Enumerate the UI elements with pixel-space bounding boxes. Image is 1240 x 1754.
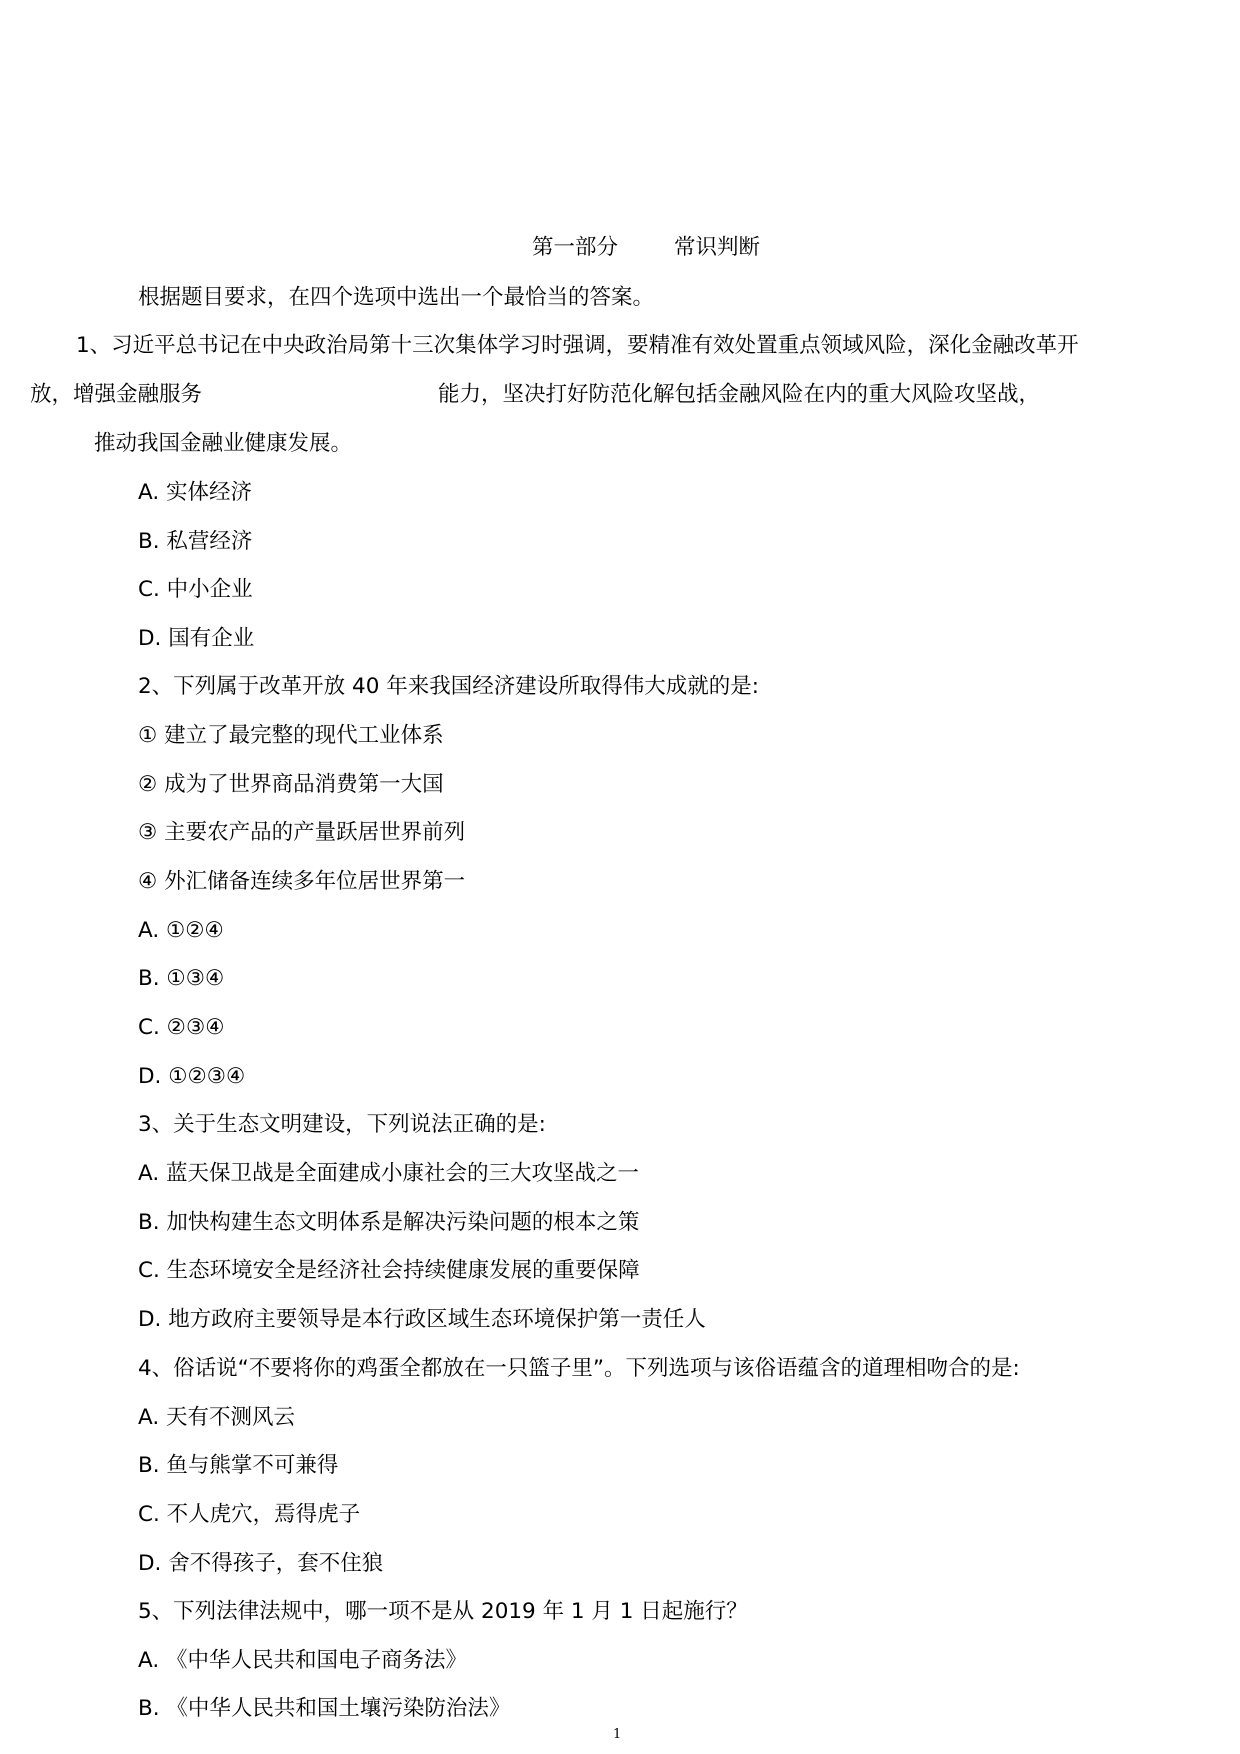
question-1-option-d: D. 国有企业 — [138, 626, 255, 651]
question-3-option-b: B. 加快构建生态文明体系是解决污染问题的根本之策 — [138, 1210, 640, 1235]
question-3-stem: 3、关于生态文明建设，下列说法正确的是: — [138, 1112, 546, 1137]
question-1-option-c: C. 中小企业 — [138, 577, 253, 602]
question-1-option-a: A. 实体经济 — [138, 480, 252, 505]
question-4-option-c: C. 不人虎穴，焉得虎子 — [138, 1502, 361, 1527]
question-2-option-a: A. ①②④ — [138, 918, 224, 943]
section-title-name: 常识判断 — [674, 235, 761, 260]
question-4-option-d: D. 舍不得孩子，套不住狼 — [138, 1551, 384, 1576]
question-1-stem-start: 放，增强金融服务 — [30, 382, 203, 407]
question-1-stem-line-2 — [30, 380, 1040, 410]
question-2-item-2: ② 成为了世界商品消费第一大国 — [138, 772, 444, 797]
question-4-option-b: B. 鱼与熊掌不可兼得 — [138, 1453, 339, 1478]
question-5-option-b: B. 《中华人民共和国土壤污染防治法》 — [138, 1696, 511, 1721]
question-2-option-b: B. ①③④ — [138, 966, 225, 991]
question-5-option-a: A. 《中华人民共和国电子商务法》 — [138, 1648, 467, 1673]
question-1-option-b: B. 私营经济 — [138, 529, 253, 554]
question-3-option-c: C. 生态环境安全是经济社会持续健康发展的重要保障 — [138, 1258, 640, 1283]
question-2-stem: 2、下列属于改革开放 40 年来我国经济建设所取得伟大成就的是: — [138, 674, 759, 699]
page-number: 1 — [613, 1727, 622, 1742]
question-3-option-a: A. 蓝天保卫战是全面建成小康社会的三大攻坚战之一 — [138, 1161, 640, 1186]
question-2-item-1: ① 建立了最完整的现代工业体系 — [138, 723, 444, 748]
section-title-part: 第一部分 — [532, 235, 619, 260]
section-instruction: 根据题目要求，在四个选项中选出一个最恰当的答案。 — [138, 285, 655, 310]
question-1-stem-line-1: 1、习近平总书记在中央政治局第十三次集体学习时强调，要精准有效处置重点领域风险，深化金融改革开 — [76, 333, 1079, 358]
question-5-stem: 5、下列法律法规中，哪一项不是从 2019 年 1 月 1 日起施行？ — [138, 1599, 748, 1624]
question-4-option-a: A. 天有不测风云 — [138, 1405, 295, 1430]
section-title — [532, 233, 760, 263]
question-2-option-d: D. ①②③④ — [138, 1064, 246, 1089]
question-2-option-c: C. ②③④ — [138, 1015, 225, 1040]
question-3-option-d: D. 地方政府主要领导是本行政区域生态环境保护第一责任人 — [138, 1307, 706, 1332]
question-2-item-4: ④ 外汇储备连续多年位居世界第一 — [138, 869, 466, 894]
question-1-stem-line-3: 推动我国金融业健康发展。 — [94, 431, 353, 456]
question-2-item-3: ③ 主要农产品的产量跃居世界前列 — [138, 820, 466, 845]
question-4-stem: 4、俗话说“不要将你的鸡蛋全都放在一只篮子里”。下列选项与该俗语蕴含的道理相吻合的是: — [138, 1356, 1020, 1381]
question-1-stem-end: 能力，坚决打好防范化解包括金融风险在内的重大风险攻坚战， — [438, 382, 1041, 407]
